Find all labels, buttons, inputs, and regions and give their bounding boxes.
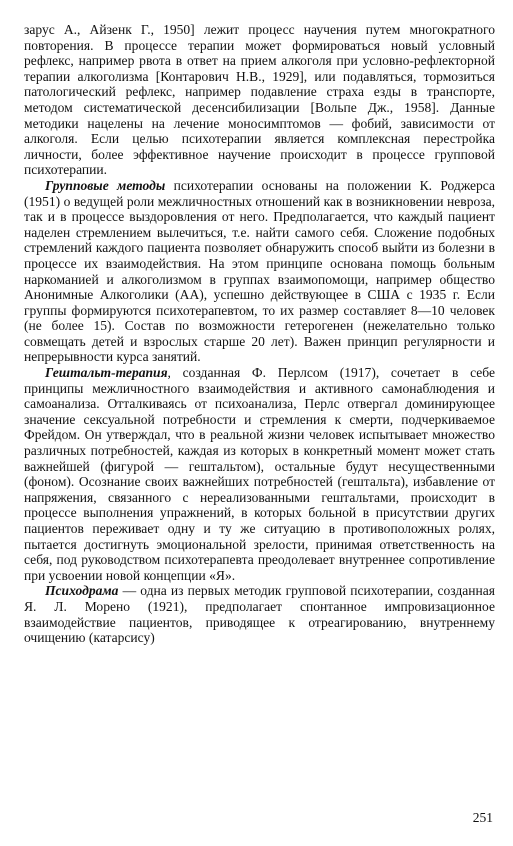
paragraph-behavioral-continuation (24, 22, 495, 178)
paragraph-text: психотерапии основаны на положении К. Роджерса (1951) о ведущей роли межличностных отношений как в возникновении невроза, так и в процессе выздоровления от него. Предполагается, что каждый пациент наделен стремлением вылечиться, т.е. найти самого себя. Сложение подобных стремлений каждого пациента позволяет обнаружить способ выйти из болезни в процессе их взаимодействия. На этом принципе основана помощь больным наркоманией и алкоголизмом в группах взаимопомощи, например общество Анонимные Алкоголики (АА), успешно действующее в США с 1935 г. Если группы формируются психотерапевтом, то их размер составляет 8—10 человек (не более 15). Состав по возможности гетерогенен (нежелательно только совмещать детей и взрослых старше 20 лет). Важен принцип регулярности и непрерывности курса занятий. (24, 177, 495, 365)
paragraph-gestalt-therapy (24, 365, 495, 583)
book-page (24, 22, 495, 822)
term-psychodrama: Психодрама (45, 583, 119, 599)
paragraph-text: — одна из первых методик групповой психотерапии, созданная Я. Л. Морено (1921), предполагает спонтанное импровизационное взаимодействие пациентов, приводящее к отреагированию, внутреннему очищению (катарсису) (24, 583, 495, 646)
term-gestalt-therapy: Гештальт-терапия (45, 365, 168, 381)
paragraph-text: зарус А., Айзенк Г., 1950] лежит процесс научения путем многократного повторения. В процессе терапии может формироваться новый условный рефлекс, например рвота в ответ на прием алкоголя при условно-рефлекторной терапии алкоголизма [Контарович Н.В., 1929], или подавляться, тормозиться патологический рефлекс, например подавление страха езды в транспорте, методом систематической десенсибилизации [Вольпе Дж., 1958]. Данные методики нацелены на лечение моносимптомов — фобий, зависимости от алкоголя. Если целью психотерапии является комплексная перестройка личности, более эффективное научение происходит в процессе групповой психотерапии. (24, 22, 495, 178)
paragraph-text: , созданная Ф. Перлсом (1917), сочетает в себе принципы межличностного взаимодействия и активного самонаблюдения и самоанализа. Отталкиваясь от психоанализа, Перлс отвергал доминирующее значение сексуальной потребности и стремления к смерти, подчеркиваемое Фрейдом. Он утверждал, что в реальной жизни человек испытывает множество различных потребностей, каждая из которых в конкретный момент может стать важнейшей (фигурой — гештальтом), остальные будут несущественными (фоном). Осознание своих важнейших потребностей (гештальта), избавление от напряжения, связанного с нереализованными гештальтами, происходит в процессе выполнения упражнений, в которых больной в присутствии других пациентов переживает одну и ту же ситуацию в противоположных ролях, пытается достигнуть эмоциональной зрелости, принимая ответственность на себя, под руководством психотерапевта преодолевает внутреннее сопротивление при усвоении новой концепции «Я». (24, 365, 495, 583)
paragraph-psychodrama (24, 583, 495, 645)
paragraph-group-methods (24, 178, 495, 365)
page-number: 251 (472, 810, 493, 825)
term-group-methods: Групповые методы (45, 177, 166, 193)
